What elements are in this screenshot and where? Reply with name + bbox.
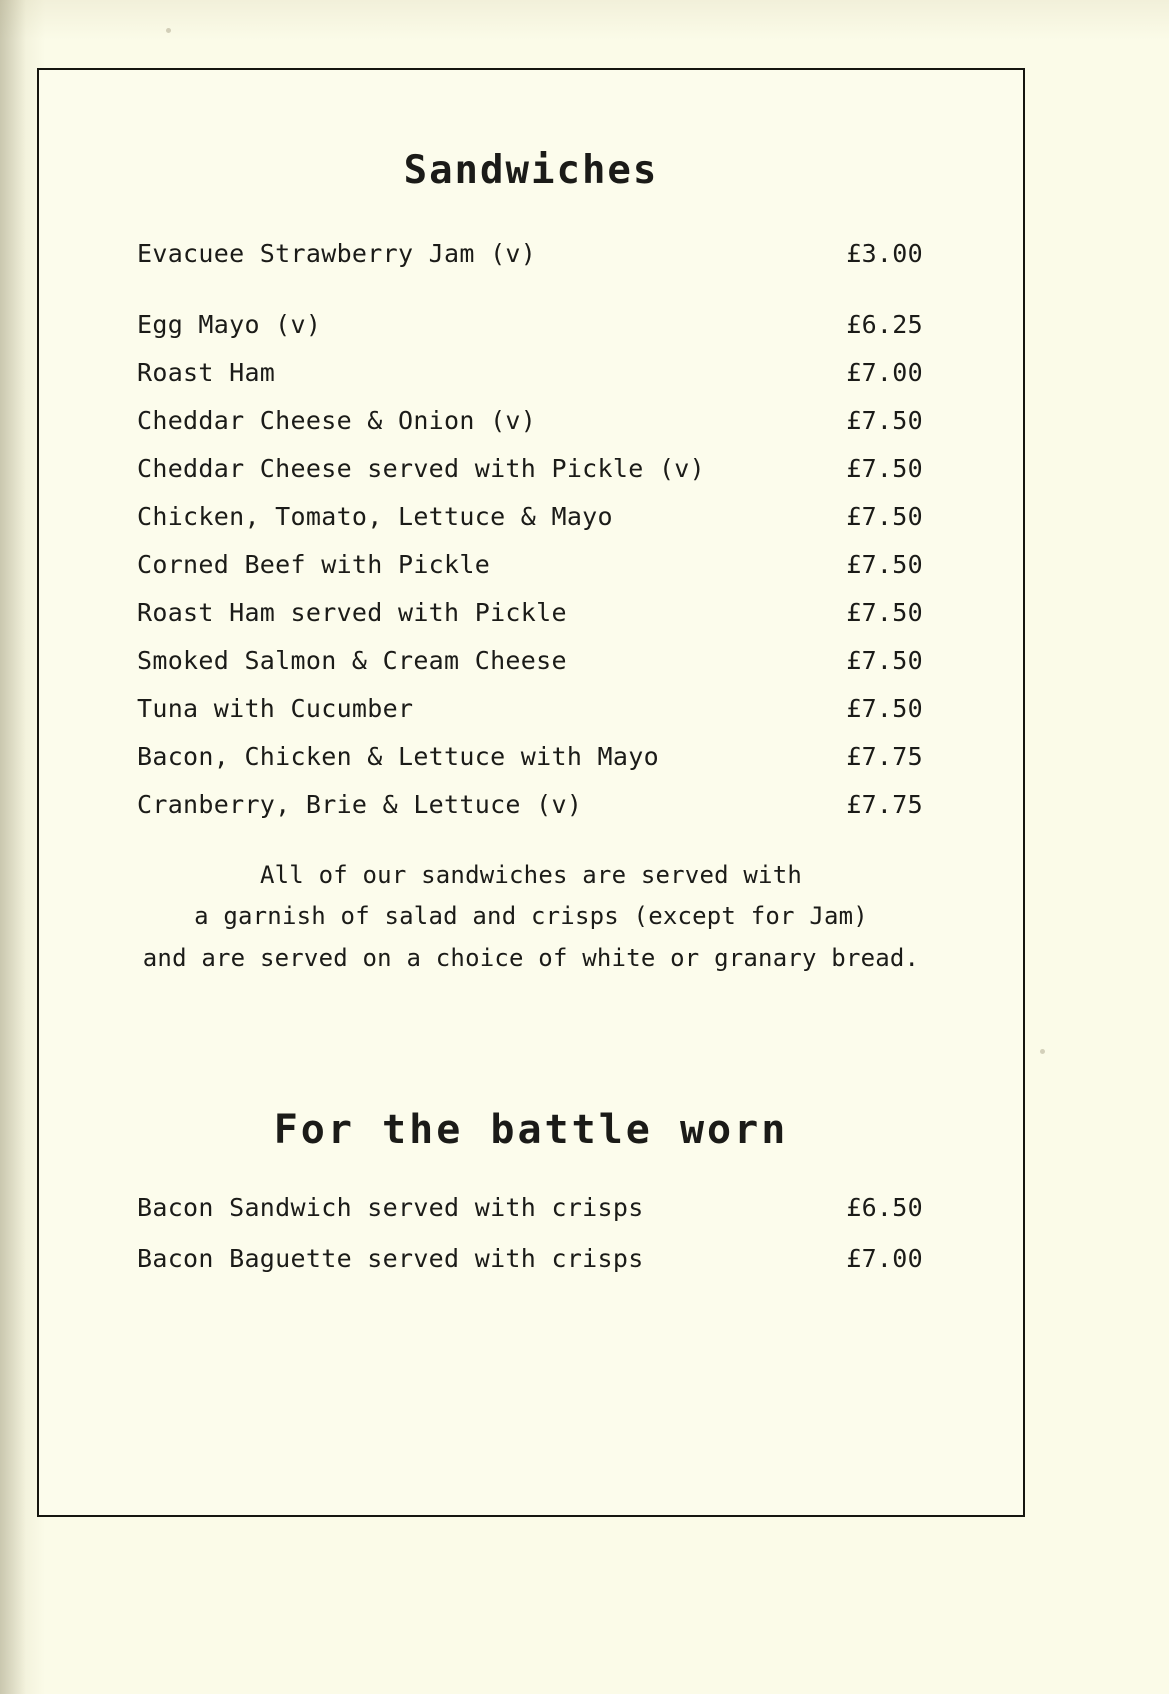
menu-item-price: £7.00 (846, 358, 923, 387)
menu-card (37, 68, 1025, 1517)
menu-item-row (137, 456, 923, 481)
sandwiches-note (116, 855, 946, 979)
menu-item-row (137, 792, 923, 817)
battle-worn-list (99, 1192, 963, 1273)
menu-item-price: £7.50 (846, 550, 923, 579)
menu-item-name: Evacuee Strawberry Jam (v) (137, 239, 537, 268)
menu-item-row (137, 360, 923, 385)
menu-item-price: £7.75 (846, 790, 923, 819)
menu-item-row (137, 408, 923, 433)
menu-item-name: Roast Ham (137, 358, 276, 387)
menu-item-row (137, 552, 923, 577)
scan-speck (166, 28, 171, 33)
menu-item-name: Cheddar Cheese & Onion (v) (137, 406, 537, 435)
menu-item-name: Tuna with Cucumber (137, 694, 414, 723)
menu-item-name: Roast Ham served with Pickle (137, 598, 567, 627)
menu-item-price: £7.50 (846, 454, 923, 483)
scan-speck (1040, 1049, 1045, 1054)
menu-item-price: £7.50 (846, 406, 923, 435)
menu-item-row (137, 312, 923, 337)
menu-item-row (137, 600, 923, 625)
menu-item-row (137, 1192, 923, 1222)
menu-item-row (137, 504, 923, 529)
menu-item-name: Egg Mayo (v) (137, 310, 322, 339)
menu-item-name: Bacon Baguette served with crisps (137, 1243, 644, 1273)
menu-item-price: £7.50 (846, 646, 923, 675)
menu-item-price: £7.50 (846, 694, 923, 723)
menu-item-price: £6.50 (846, 1192, 923, 1222)
sandwiches-list (99, 241, 963, 817)
menu-item-name: Corned Beef with Pickle (137, 550, 491, 579)
section-title-battle-worn: For the battle worn (273, 1106, 789, 1153)
menu-item-name: Cranberry, Brie & Lettuce (v) (137, 790, 583, 819)
menu-item-price: £7.50 (846, 502, 923, 531)
menu-item-name: Bacon Sandwich served with crisps (137, 1192, 644, 1222)
menu-item-price: £7.50 (846, 598, 923, 627)
note-line: All of our sandwiches are served with (259, 861, 803, 889)
menu-item-price: £3.00 (846, 239, 923, 268)
menu-item-row (137, 1243, 923, 1273)
page-title: Sandwiches (403, 148, 659, 193)
menu-content (39, 70, 1023, 1515)
menu-item-price: £6.25 (846, 310, 923, 339)
note-line: a garnish of salad and crisps (except for Jam) (194, 902, 868, 931)
menu-item-price: £7.00 (846, 1243, 923, 1273)
menu-item-name: Chicken, Tomato, Lettuce & Mayo (137, 502, 613, 531)
menu-item-row (137, 696, 923, 721)
scan-edge-shadow (0, 0, 26, 1694)
menu-item-name: Bacon, Chicken & Lettuce with Mayo (137, 742, 659, 771)
menu-item-row (137, 648, 923, 673)
menu-item-name: Cheddar Cheese served with Pickle (v) (137, 454, 705, 483)
menu-item-name: Smoked Salmon & Cream Cheese (137, 646, 567, 675)
menu-item-row (137, 241, 923, 266)
note-line: and are served on a choice of white or granary bread. (142, 943, 920, 972)
menu-item-price: £7.75 (846, 742, 923, 771)
menu-item-row (137, 744, 923, 769)
